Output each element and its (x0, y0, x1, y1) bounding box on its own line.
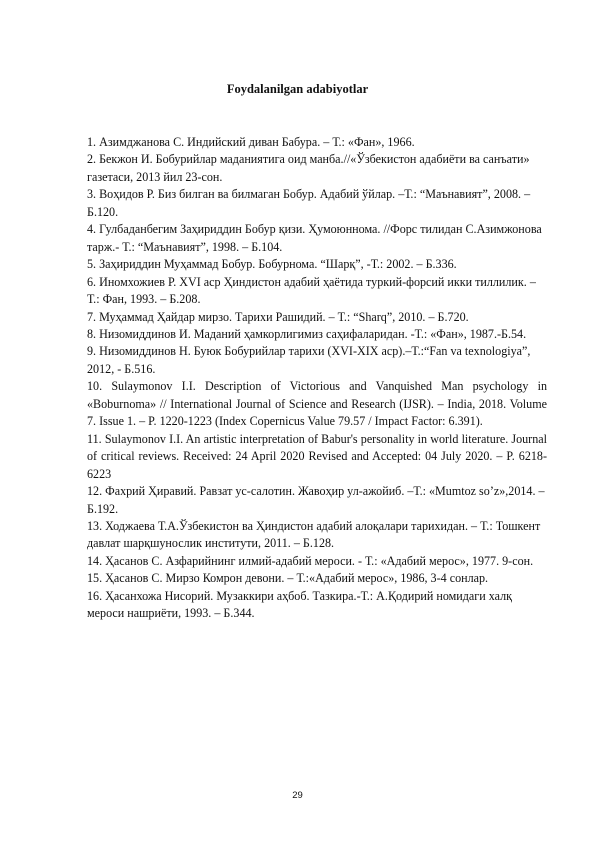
reference-item: 5. Заҳириддин Муҳаммад Бобур. Бобурнома. “Шарқ”, -Т.: 2002. – Б.336. (87, 257, 457, 272)
reference-item: 1. Азимджанова С. Индийский диван Бабура. – Т.: «Фан», 1966. (87, 135, 415, 149)
reference-item: 3. Воҳидов Р. Биз билган ва билмаган Бобур. Адабий ўйлар. –Т.: “Маънавият”, 2008. – Б.120. (87, 187, 531, 219)
reference-item: 7. Муҳаммад Ҳайдар мирзо. Тарихи Рашидий. – Т.: “Sharq”, 2010. – Б.720. (87, 309, 469, 324)
reference-item: 6. Иномхожиев Р. XVI аср Ҳиндистон адабий ҳаётида туркий-форсий икки тиллилик. –Т.: Фан, 1993. – Б.208. (87, 274, 536, 307)
page-title: Foydalanilgan adabiyotlar (226, 82, 369, 96)
reference-item: 11. Sulaymonov I.I. An artistic interpretation of Babur's personality in world literature. Journal of critical reviews. Received: 24 April 2020 Revised and Accepted: 04 July 2020. – P. 6218-6223 (87, 431, 547, 481)
page-number: 29 (292, 790, 303, 801)
reference-item: 8. Низомиддинов И. Маданий ҳамкорлигимиз саҳифаларидан. -Т.: «Фан», 1987.-Б.54. (87, 326, 527, 341)
reference-item: 13. Ходжаева Т.А.Ўзбекистон ва Ҳиндистон адабий алоқалари тарихидан. – Т.: Тошкент давлат шарқшунослик институти, 2011. – Б.128. (87, 518, 541, 551)
reference-item: 2. Бекжон И. Бобурийлар маданиятига оид манба.//«Ўзбекистон адабиёти ва санъати» газетаси, 2013 йил 23-сон. (87, 152, 530, 184)
reference-item: 15. Ҳасанов С. Мирзо Комрон девони. – Т.:«Адабий мерос», 1986, 3-4 сонлар. (87, 571, 489, 586)
reference-item: 9. Низомиддинов Н. Буюк Бобурийлар тарихи (XVI-XIX аср).–Т.:“Fan va texnologiya”, 2012, - Б.516. (87, 344, 531, 376)
reference-item: 4. Гулбаданбегим Заҳириддин Бобур қизи. Ҳумоюннома. //Форс тилидан С.Азимжонова тарж.- Т.: “Маънавият”, 1998. – Б.104. (87, 222, 542, 254)
reference-item: 16. Ҳасанхожа Нисорий. Музаккири аҳбоб. Тазкира.-Т.: А.Қодирий номидаги халқ мероси нашриёти, 1993. – Б.344. (87, 588, 513, 621)
reference-item: 14. Ҳасанов С. Азфарийнинг илмий-адабий мероси. - Т.: «Адабий мерос», 1977. 9-сон. (87, 553, 534, 568)
reference-list (87, 134, 547, 623)
reference-item: 12. Фахрий Ҳиравий. Равзат ус-салотин. Жавоҳир ул-ажойиб. –Т.: «Mumtoz so’z»,2014. – Б.192. (87, 484, 545, 516)
reference-item: 10. Sulaymonov I.I. Description of Victorious and Vanquished Man psychology in «Boburnoma» // International Journal of Science and Research (IJSR). – India, 2018. Volume 7. Issue 1. – P. 1220-1223 (Index Copernicus Value 79.57 / Impact Factor: 6.391). (87, 379, 547, 429)
